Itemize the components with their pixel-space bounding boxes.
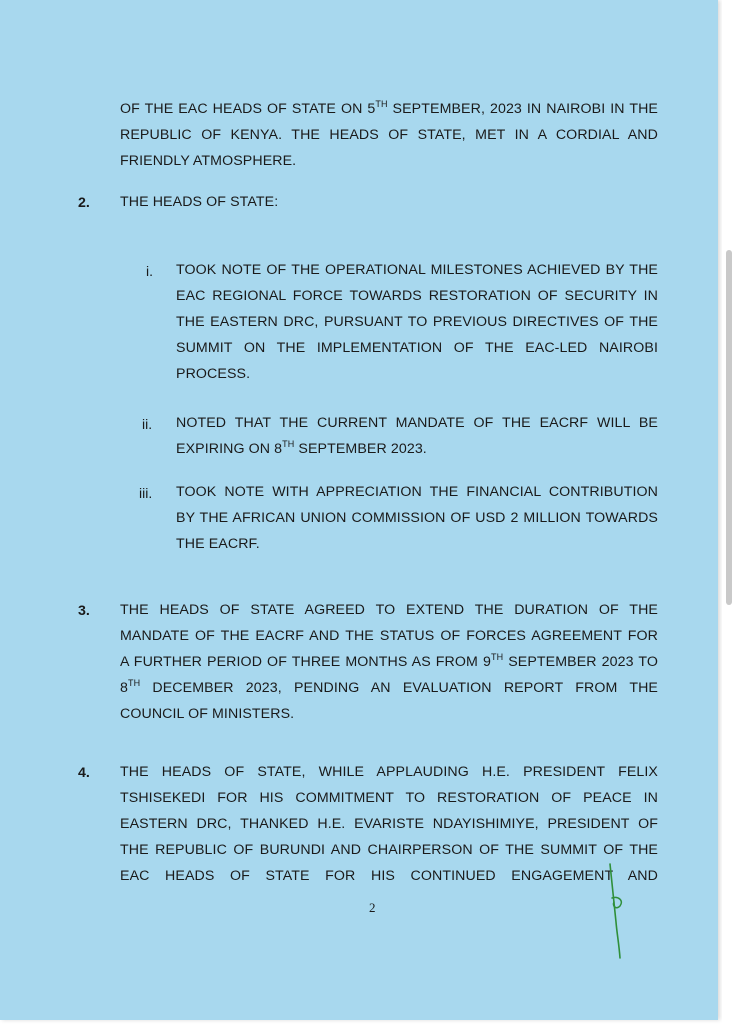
item-iii-text bbox=[176, 479, 658, 557]
item-iii-line: TOOK NOTE WITH APPRECIATION THE FINANCIAL CONTRIBUTION bbox=[176, 484, 658, 500]
para-4-number: 4. bbox=[78, 765, 90, 781]
para-4-text bbox=[120, 759, 658, 889]
item-i-line: EAC REGIONAL FORCE TOWARDS RESTORATION OF SECURITY IN bbox=[176, 288, 658, 304]
intro-line-3: FRIENDLY ATMOSPHERE. bbox=[120, 153, 297, 169]
scrollbar-thumb[interactable] bbox=[726, 250, 732, 605]
para-3-line-4: 8TH DECEMBER 2023, PENDING AN EVALUATION REPORT FROM THE bbox=[120, 678, 658, 696]
para-4-line: THE HEADS OF STATE, WHILE APPLAUDING H.E. PRESIDENT FELIX bbox=[120, 764, 658, 780]
para-4-line: EASTERN DRC, THANKED H.E. EVARISTE NDAYISHIMIYE, PRESIDENT OF bbox=[120, 816, 658, 832]
item-i-line: SUMMIT ON THE IMPLEMENTATION OF THE EAC-LED NAIROBI bbox=[176, 340, 658, 356]
item-iii-numeral: iii. bbox=[139, 485, 153, 501]
para-4-line: THE REPUBLIC OF BURUNDI AND CHAIRPERSON OF THE SUMMIT OF THE bbox=[120, 842, 658, 858]
item-ii-text bbox=[176, 410, 658, 462]
para-3-number: 3. bbox=[78, 603, 90, 619]
signature-mark bbox=[590, 862, 640, 962]
para-4-line: EAC HEADS OF STATE FOR HIS CONTINUED ENGAGEMENT AND bbox=[120, 868, 658, 884]
intro-line-2: REPUBLIC OF KENYA. THE HEADS OF STATE, MET IN A CORDIAL AND bbox=[120, 127, 658, 143]
para-3-line-2: MANDATE OF THE EACRF AND THE STATUS OF FORCES AGREEMENT FOR bbox=[120, 628, 658, 644]
para-2-text: THE HEADS OF STATE: bbox=[120, 194, 279, 210]
item-ii-line-2: EXPIRING ON 8TH SEPTEMBER 2023. bbox=[176, 439, 427, 457]
para-2-number: 2. bbox=[78, 195, 90, 211]
para-3-line-3: A FURTHER PERIOD OF THREE MONTHS AS FROM 9TH SEPTEMBER 2023 TO bbox=[120, 652, 658, 670]
item-i-line: THE EASTERN DRC, PURSUANT TO PREVIOUS DIRECTIVES OF THE bbox=[176, 314, 658, 330]
item-ii-numeral: ii. bbox=[142, 416, 153, 432]
page-number: 2 bbox=[369, 900, 376, 915]
para-3-text bbox=[120, 597, 658, 727]
item-iii-line: BY THE AFRICAN UNION COMMISSION OF USD 2 MILLION TOWARDS bbox=[176, 510, 658, 526]
item-ii-line-1: NOTED THAT THE CURRENT MANDATE OF THE EACRF WILL BE bbox=[176, 415, 658, 431]
item-i-line: TOOK NOTE OF THE OPERATIONAL MILESTONES ACHIEVED BY THE bbox=[176, 262, 658, 278]
para-4-line: TSHISEKEDI FOR HIS COMMITMENT TO RESTORATION OF PEACE IN bbox=[120, 790, 658, 806]
item-i-numeral: i. bbox=[146, 263, 153, 279]
item-i-line: PROCESS. bbox=[176, 366, 251, 382]
para-3-line-1: THE HEADS OF STATE AGREED TO EXTEND THE DURATION OF THE bbox=[120, 602, 658, 618]
item-i-text bbox=[176, 257, 658, 387]
intro-line-1: OF THE EAC HEADS OF STATE ON 5TH SEPTEMBER, 2023 IN NAIROBI IN THE bbox=[120, 99, 658, 117]
item-iii-line: THE EACRF. bbox=[176, 536, 260, 552]
intro-paragraph bbox=[120, 96, 658, 174]
para-3-line-5: COUNCIL OF MINISTERS. bbox=[120, 706, 295, 722]
